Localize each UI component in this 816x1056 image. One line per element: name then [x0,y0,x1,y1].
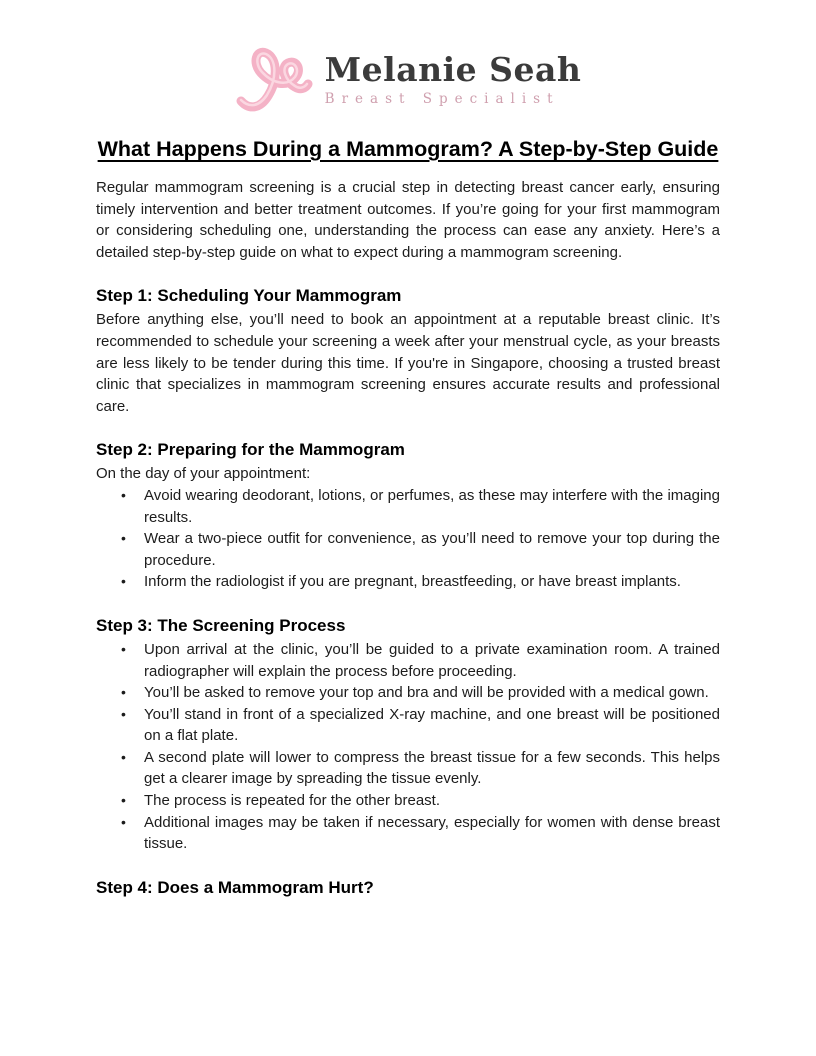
pink-ribbon-icon [235,39,317,119]
document-section [96,439,720,593]
bullet-item [96,485,720,528]
bullet-item [96,528,720,571]
bullet-text: The process is repeated for the other breast. [144,792,440,810]
bullet-icon: • [121,486,126,503]
bullet-list [96,639,720,855]
section-heading: Step 2: Preparing for the Mammogram [96,440,405,460]
bullet-item [96,639,720,682]
document-section [96,877,720,899]
bullet-text: Upon arrival at the clinic, you’ll be guided to a private examination room. A trained radiographer will explain the process before proceeding. [144,640,720,680]
document-section [96,615,720,855]
document-section [96,285,720,417]
bullet-icon: • [121,530,126,547]
clinic-logo [96,38,720,120]
bullet-text: You’ll be asked to remove your top and bra and will be provided with a medical gown. [144,684,709,702]
brand-name: Melanie Seah [324,49,582,89]
bullet-list [96,485,720,593]
bullet-item [96,790,720,812]
bullet-item [96,571,720,593]
section-heading: Step 3: The Screening Process [96,615,346,635]
brand-tagline: Breast Specialist [324,90,560,107]
bullet-icon: • [121,573,126,590]
section-heading: Step 1: Scheduling Your Mammogram [96,286,402,306]
bullet-item [96,704,720,747]
bullet-item [96,682,720,704]
bullet-text: A second plate will lower to compress the breast tissue for a few seconds. This helps get a clearer image by spreading the tissue evenly. [144,748,720,788]
sections [96,285,720,898]
bullet-item [96,747,720,790]
bullet-icon: • [121,748,126,765]
intro-paragraph: Regular mammogram screening is a crucial step in detecting breast cancer early, ensuring timely intervention and better treatment outcomes. If you’re going for your first mammogram or considering scheduling one, understanding the process can ease any anxiety. Here’s a detailed step-by-step guide on what to expect during a mammogram screening. [96,179,720,261]
bullet-text: Avoid wearing deodorant, lotions, or perfumes, as these may interfere with the imaging results. [144,486,720,526]
bullet-text: Wear a two-piece outfit for convenience, as you’ll need to remove your top during the procedure. [144,530,720,569]
bullet-icon: • [121,640,126,657]
section-paragraph: Before anything else, you’ll need to book an appointment at a reputable breast clinic. It’s recommended to schedule your screening a week after your menstrual cycle, as your breasts are less likely to be tender during this time. If you're in Singapore, choosing a trusted breast clinic that specializes in mammogram screening ensures accurate results and professional care. [96,311,720,415]
bullet-icon: • [121,792,126,809]
bullet-icon: • [121,684,126,701]
section-heading: Step 4: Does a Mammogram Hurt? [96,877,374,897]
section-paragraph: On the day of your appointment: [96,465,311,483]
bullet-icon: • [121,705,126,722]
bullet-text: You’ll stand in front of a specialized X-ray machine, and one breast will be positioned on a flat plate. [144,705,720,745]
bullet-text: Additional images may be taken if necessary, especially for women with dense breast tissue. [144,813,720,853]
logo-text [324,49,582,107]
bullet-text: Inform the radiologist if you are pregnant, breastfeeding, or have breast implants. [144,573,681,591]
bullet-icon: • [121,813,126,830]
page-title: What Happens During a Mammogram? A Step-by-Step Guide [97,137,719,161]
bullet-item [96,812,720,855]
